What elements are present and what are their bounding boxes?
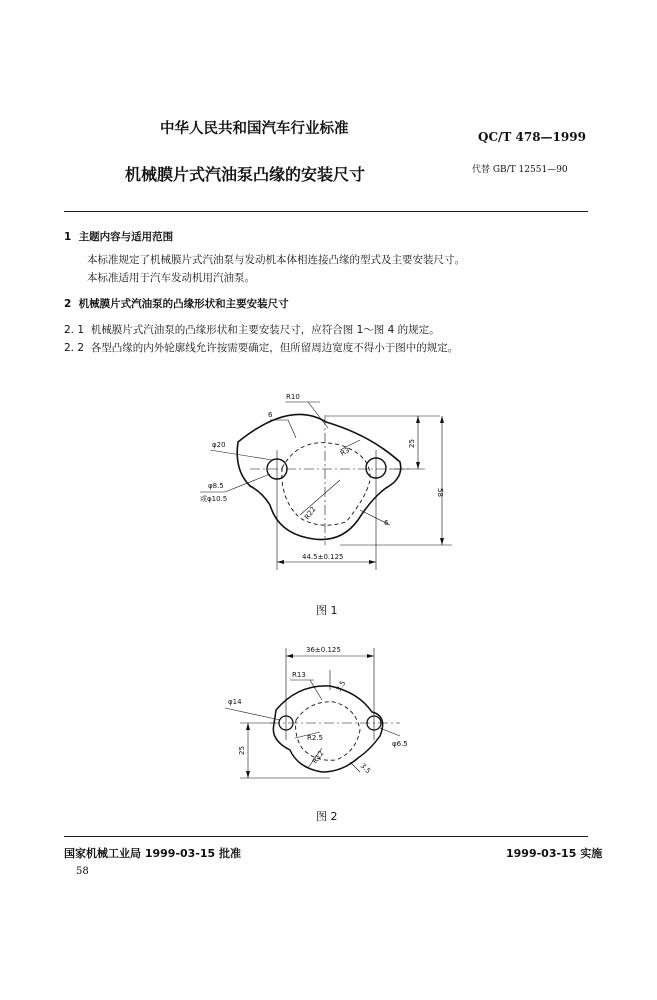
label-dim-25: 25: [408, 439, 416, 448]
label-phi6-5: φ6.5: [392, 740, 408, 748]
section-title: 主题内容与适用范围: [78, 231, 174, 243]
label-width-3-5b: 3.5: [358, 761, 373, 776]
label-r2-5: R2.5: [307, 734, 323, 742]
section-number: 2: [64, 298, 72, 310]
figure-2-drawing: [210, 640, 430, 790]
label-r3: R3: [339, 446, 352, 458]
header-rule: [64, 211, 588, 212]
label-dim-44-5: 44.5±0.125: [302, 553, 344, 561]
section-title: 机械膜片式汽油泵的凸缘形状和主要安装尺寸: [78, 298, 289, 310]
figure-1-drawing: [190, 380, 460, 585]
label-r22: R22: [303, 505, 318, 522]
label-dim-36: 36±0.125: [306, 646, 341, 654]
label-width-6: 6: [268, 411, 273, 419]
label-phi20: φ20: [212, 441, 226, 449]
paragraph-2-1: [64, 322, 440, 337]
label-r12: R12: [311, 749, 326, 766]
paragraph-scope: 本标准规定了机械膜片式汽油泵与发动机本体相连接凸缘的型式及主要安装尺寸。: [87, 254, 465, 266]
label-r10: R10: [286, 393, 300, 401]
page-number: 58: [76, 866, 89, 877]
label-width-6b: 6: [384, 519, 389, 527]
approval-statement: 国家机械工业局 1999-03-15 批准: [64, 847, 242, 860]
section-2-heading: [64, 296, 289, 311]
label-phi10-5: 或φ10.5: [200, 495, 228, 503]
replaces-standard: 代替 GB/T 12551—90: [472, 165, 568, 175]
label-dim-25: 25: [238, 746, 246, 755]
label-r13: R13: [292, 671, 306, 679]
label-width-3-5: 3.5: [334, 679, 348, 693]
section-1-heading: [64, 229, 173, 244]
document-title: 机械膜片式汽油泵凸缘的安装尺寸: [125, 165, 366, 184]
clause-text: 各型凸缘的内外轮廓线允许按需要确定，但所留周边宽度不得小于图中的规定。: [90, 342, 459, 354]
issuing-authority: 中华人民共和国汽车行业标准: [160, 121, 349, 137]
label-phi14: φ14: [228, 698, 242, 706]
footer-rule: [64, 836, 588, 837]
clause-number: 2. 2: [64, 342, 85, 354]
paragraph-applicability: 本标准适用于汽车发动机用汽油泵。: [87, 272, 255, 284]
section-number: 1: [64, 231, 72, 243]
figure-1-caption: 图 1: [316, 604, 338, 617]
figure-2-caption: 图 2: [316, 810, 338, 823]
label-dim-58: 58: [436, 488, 444, 497]
clause-number: 2. 1: [64, 324, 85, 336]
standard-code: QC/T 478—1999: [478, 130, 586, 144]
paragraph-2-2: [64, 340, 458, 355]
implementation-date: 1999-03-15 实施: [506, 847, 603, 860]
clause-text: 机械膜片式汽油泵的凸缘形状和主要安装尺寸，应符合图 1～图 4 的规定。: [90, 324, 440, 336]
label-phi8-5: φ8.5: [208, 482, 224, 490]
